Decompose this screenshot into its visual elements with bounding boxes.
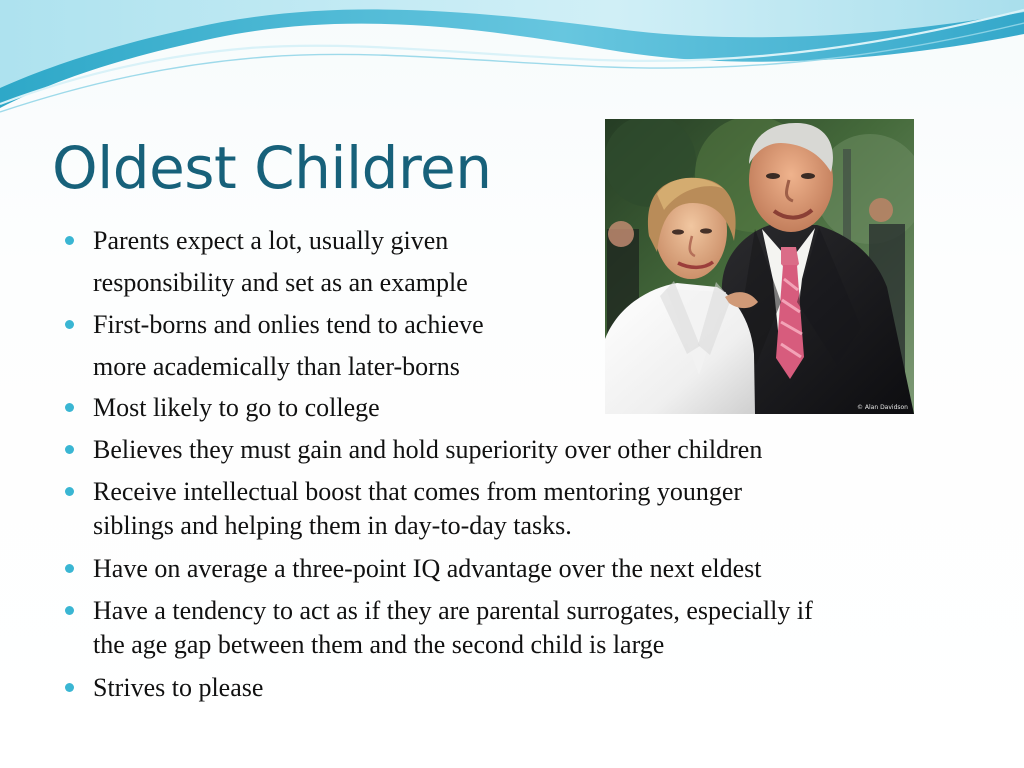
- bullet-item: [93, 671, 263, 705]
- bullet-line: siblings and helping them in day-to-day tasks.: [93, 511, 572, 540]
- bullet-item: [93, 552, 761, 586]
- bullet-item: [93, 594, 973, 662]
- bullet-line: the age gap between them and the second child is large: [93, 630, 665, 659]
- bullet-line: Have a tendency to act as if they are parental surrogates, especially if: [93, 596, 813, 625]
- bullet-item: [93, 475, 953, 543]
- bullet-line: more academically than later-borns: [93, 352, 460, 381]
- bullet-line: First-borns and onlies tend to achieve: [93, 310, 484, 339]
- bullet-item: [93, 224, 468, 304]
- bullet-line: Receive intellectual boost that comes from mentoring younger: [93, 477, 743, 506]
- bullet-item: [93, 391, 380, 425]
- bullet-line: Strives to please: [93, 673, 264, 702]
- bullet-line: Have on average a three-point IQ advantage over the next eldest: [93, 554, 762, 583]
- photo-credit: © Alan Davidson: [857, 404, 908, 411]
- bullet-line: Parents expect a lot, usually given: [93, 226, 449, 255]
- bullet-item: [93, 433, 762, 467]
- bullet-item: [93, 308, 484, 388]
- bullet-line: Most likely to go to college: [93, 393, 380, 422]
- bullet-line: Believes they must gain and hold superiority over other children: [93, 435, 763, 464]
- bullet-line: responsibility and set as an example: [93, 268, 468, 297]
- slide-title: Oldest Children: [52, 134, 492, 202]
